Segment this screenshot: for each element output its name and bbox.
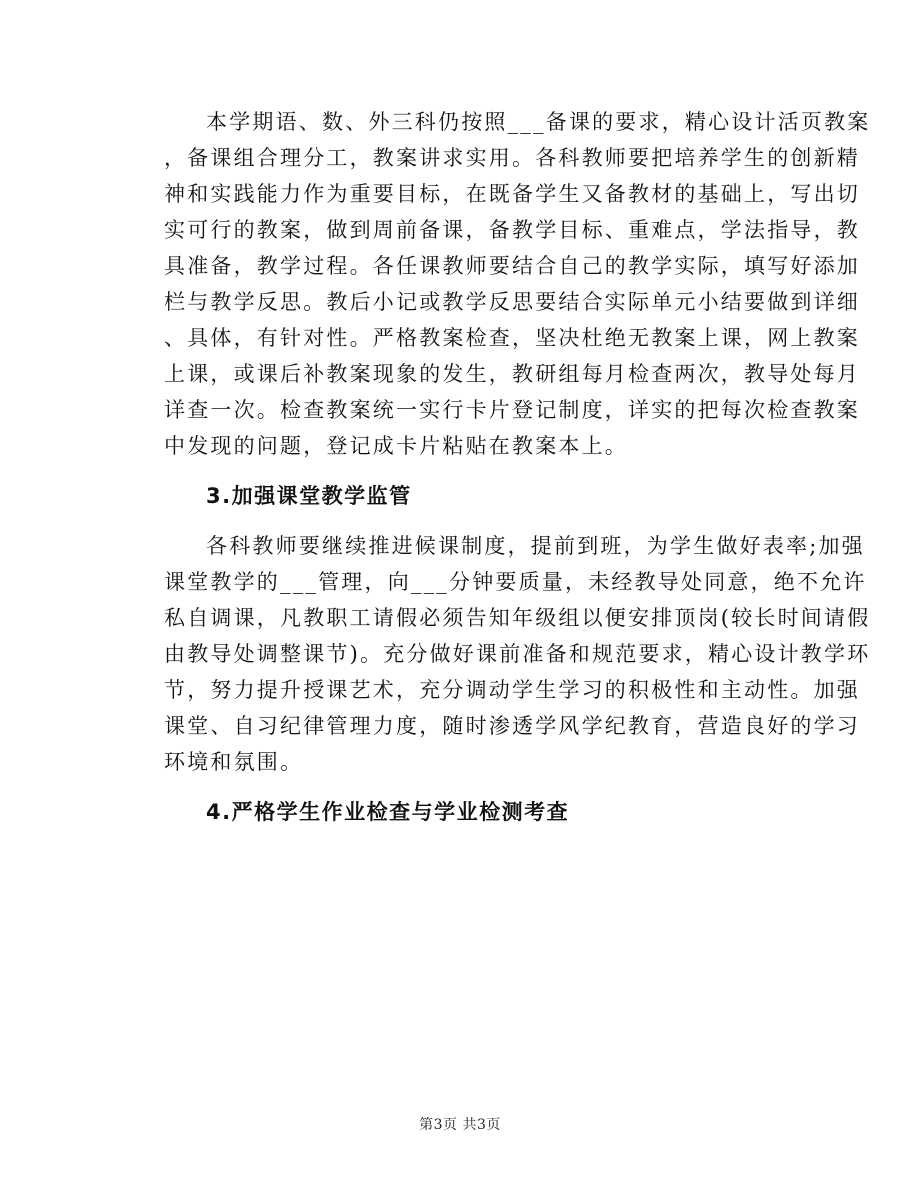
paragraph-2-line-4: 由教导处调整课节)。充分做好课前准备和规范要求，精心设计教学环 [164, 642, 871, 666]
page-footer: 第3页 共3页 [419, 1117, 501, 1133]
paragraph-1-line-10: 中发现的问题，登记成卡片粘贴在教案本上。 [164, 434, 628, 458]
paragraph-1-line-3: 神和实践能力作为重要目标，在既备学生又备教材的基础上，写出切 [164, 182, 860, 206]
paragraph-1-line-4: 实可行的教案，做到周前备课，备教学目标、重难点，学法指导，教 [164, 218, 860, 242]
paragraph-1-line-2: ，备课组合理分工，教案讲求实用。各科教师要把培养学生的创新精 [164, 146, 860, 170]
paragraph-1-line-1: 本学期语、数、外三科仍按照___备课的要求，精心设计活页教案 [206, 110, 871, 134]
paragraph-1-line-9: 详查一次。检查教案统一实行卡片登记制度，详实的把每次检查教案 [164, 398, 860, 422]
paragraph-1-line-7: 、具体，有针对性。严格教案检查，坚决杜绝无教案上课，网上教案 [164, 326, 860, 350]
paragraph-1-line-8: 上课，或课后补教案现象的发生，教研组每月检查两次，教导处每月 [164, 362, 860, 386]
paragraph-2-line-2: 课堂教学的___管理，向___分钟要质量，未经教导处同意，绝不允许 [164, 570, 867, 594]
paragraph-2-line-5: 节，努力提升授课艺术，充分调动学生学习的积极性和主动性。加强 [164, 678, 860, 702]
paragraph-2-line-7: 环境和氛围。 [164, 750, 304, 774]
paragraph-2-line-6: 课堂、自习纪律管理力度，随时渗透学风学纪教育，营造良好的学习 [164, 714, 860, 738]
paragraph-1-line-5: 具准备，教学过程。各任课教师要结合自己的教学实际，填写好添加 [164, 254, 860, 278]
section-heading-3: 3.加强课堂教学监管 [206, 484, 412, 508]
paragraph-1-line-6: 栏与教学反思。教后小记或教学反思要结合实际单元小结要做到详细 [164, 290, 860, 314]
section-heading-4: 4.严格学生作业检查与学业检测考查 [206, 800, 570, 824]
paragraph-2-line-3: 私自调课，凡教职工请假必须告知年级组以便安排顶岗(较长时间请假 [164, 606, 871, 630]
paragraph-2-line-1: 各科教师要继续推进候课制度，提前到班，为学生做好表率;加强 [206, 534, 865, 558]
